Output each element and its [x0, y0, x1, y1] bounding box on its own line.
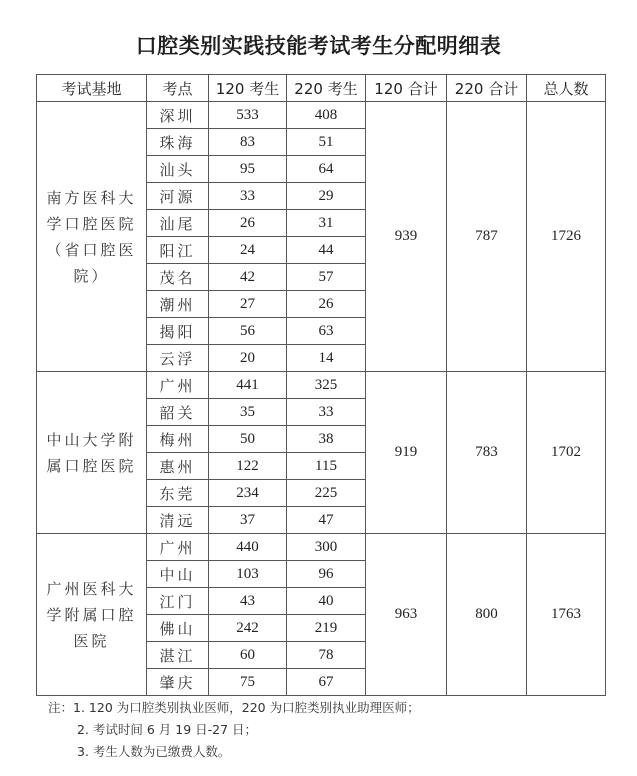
footnotes — [48, 697, 420, 763]
site-cell: 深圳 — [147, 102, 209, 129]
count-220-cell: 40 — [287, 588, 366, 615]
count-220-cell: 408 — [287, 102, 366, 129]
site-cell: 惠州 — [147, 453, 209, 480]
count-220-cell: 96 — [287, 561, 366, 588]
count-220-cell: 63 — [287, 318, 366, 345]
header-total: 总人数 — [527, 75, 606, 102]
subtotal-120-cell: 939 — [366, 102, 447, 372]
base-hospital-line: （省口腔医 — [46, 240, 137, 259]
count-220-cell: 44 — [287, 237, 366, 264]
site-cell: 潮州 — [147, 291, 209, 318]
site-cell: 云浮 — [147, 345, 209, 372]
count-220-cell: 33 — [287, 399, 366, 426]
site-cell: 河源 — [147, 183, 209, 210]
base-hospital-line: 中山大学附 — [46, 430, 137, 449]
count-120-cell: 242 — [209, 615, 287, 642]
base-hospital-line: 医院 — [73, 631, 110, 650]
site-cell: 汕尾 — [147, 210, 209, 237]
footnote-prefix: 注： — [48, 700, 74, 715]
header-site: 考点 — [147, 75, 209, 102]
site-cell: 珠海 — [147, 129, 209, 156]
count-120-cell: 42 — [209, 264, 287, 291]
count-220-cell: 325 — [287, 372, 366, 399]
site-cell: 梅州 — [147, 426, 209, 453]
header-row — [37, 75, 606, 102]
count-220-cell: 300 — [287, 534, 366, 561]
footnote-item: 3. 考生人数为已缴费人数。 — [77, 744, 231, 759]
site-cell: 揭阳 — [147, 318, 209, 345]
count-220-cell: 115 — [287, 453, 366, 480]
footnote-item: 1. 120 为口腔类别执业医师，220 为口腔类别执业助理医师； — [73, 700, 420, 715]
count-220-cell: 78 — [287, 642, 366, 669]
count-120-cell: 35 — [209, 399, 287, 426]
count-120-cell: 234 — [209, 480, 287, 507]
count-220-cell: 47 — [287, 507, 366, 534]
footnote-line — [48, 741, 420, 763]
base-hospital-line: 南方医科大 — [46, 188, 137, 207]
count-120-cell: 20 — [209, 345, 287, 372]
header-120-subtotal: 120 合计 — [366, 75, 447, 102]
site-cell: 佛山 — [147, 615, 209, 642]
allocation-table — [36, 74, 606, 696]
subtotal-220-cell: 787 — [447, 102, 527, 372]
count-120-cell: 103 — [209, 561, 287, 588]
table-row — [37, 372, 606, 399]
header-220-candidates: 220 考生 — [287, 75, 366, 102]
count-120-cell: 440 — [209, 534, 287, 561]
count-120-cell: 56 — [209, 318, 287, 345]
count-220-cell: 29 — [287, 183, 366, 210]
count-220-cell: 38 — [287, 426, 366, 453]
table-row — [37, 534, 606, 561]
count-220-cell: 225 — [287, 480, 366, 507]
site-cell: 湛江 — [147, 642, 209, 669]
count-120-cell: 26 — [209, 210, 287, 237]
site-cell: 汕头 — [147, 156, 209, 183]
total-cell: 1702 — [527, 372, 606, 534]
base-hospital-line: 广州医科大 — [46, 579, 137, 598]
base-hospital-line: 学口腔医院 — [46, 214, 137, 233]
count-120-cell: 33 — [209, 183, 287, 210]
base-hospital-cell — [37, 102, 147, 372]
site-cell: 江门 — [147, 588, 209, 615]
base-hospital-cell — [37, 372, 147, 534]
count-120-cell: 43 — [209, 588, 287, 615]
base-hospital-line: 院） — [73, 266, 110, 285]
footnote-line — [48, 697, 420, 719]
base-hospital-line: 属口腔医院 — [46, 456, 137, 475]
subtotal-120-cell: 919 — [366, 372, 447, 534]
subtotal-120-cell: 963 — [366, 534, 447, 696]
site-cell: 广州 — [147, 372, 209, 399]
site-cell: 肇庆 — [147, 669, 209, 696]
base-hospital-line: 学附属口腔 — [46, 605, 137, 624]
count-120-cell: 27 — [209, 291, 287, 318]
count-120-cell: 60 — [209, 642, 287, 669]
count-120-cell: 533 — [209, 102, 287, 129]
count-120-cell: 95 — [209, 156, 287, 183]
site-cell: 广州 — [147, 534, 209, 561]
count-220-cell: 219 — [287, 615, 366, 642]
site-cell: 中山 — [147, 561, 209, 588]
count-220-cell: 51 — [287, 129, 366, 156]
footnote-item: 2. 考试时间 6 月 19 日-27 日； — [77, 722, 258, 737]
count-220-cell: 26 — [287, 291, 366, 318]
count-120-cell: 50 — [209, 426, 287, 453]
site-cell: 东莞 — [147, 480, 209, 507]
count-220-cell: 64 — [287, 156, 366, 183]
header-220-subtotal: 220 合计 — [447, 75, 527, 102]
count-120-cell: 83 — [209, 129, 287, 156]
document-title: 口腔类别实践技能考试考生分配明细表 — [135, 33, 502, 58]
subtotal-220-cell: 800 — [447, 534, 527, 696]
total-cell: 1726 — [527, 102, 606, 372]
count-220-cell: 67 — [287, 669, 366, 696]
count-220-cell: 31 — [287, 210, 366, 237]
count-120-cell: 122 — [209, 453, 287, 480]
site-cell: 茂名 — [147, 264, 209, 291]
header-base: 考试基地 — [37, 75, 147, 102]
subtotal-220-cell: 783 — [447, 372, 527, 534]
count-120-cell: 441 — [209, 372, 287, 399]
base-hospital-cell — [37, 534, 147, 696]
count-120-cell: 37 — [209, 507, 287, 534]
site-cell: 阳江 — [147, 237, 209, 264]
footnote-line — [48, 719, 420, 741]
site-cell: 清远 — [147, 507, 209, 534]
header-120-candidates: 120 考生 — [209, 75, 287, 102]
count-220-cell: 14 — [287, 345, 366, 372]
count-220-cell: 57 — [287, 264, 366, 291]
count-120-cell: 24 — [209, 237, 287, 264]
site-cell: 韶关 — [147, 399, 209, 426]
count-120-cell: 75 — [209, 669, 287, 696]
total-cell: 1763 — [527, 534, 606, 696]
table-row — [37, 102, 606, 129]
